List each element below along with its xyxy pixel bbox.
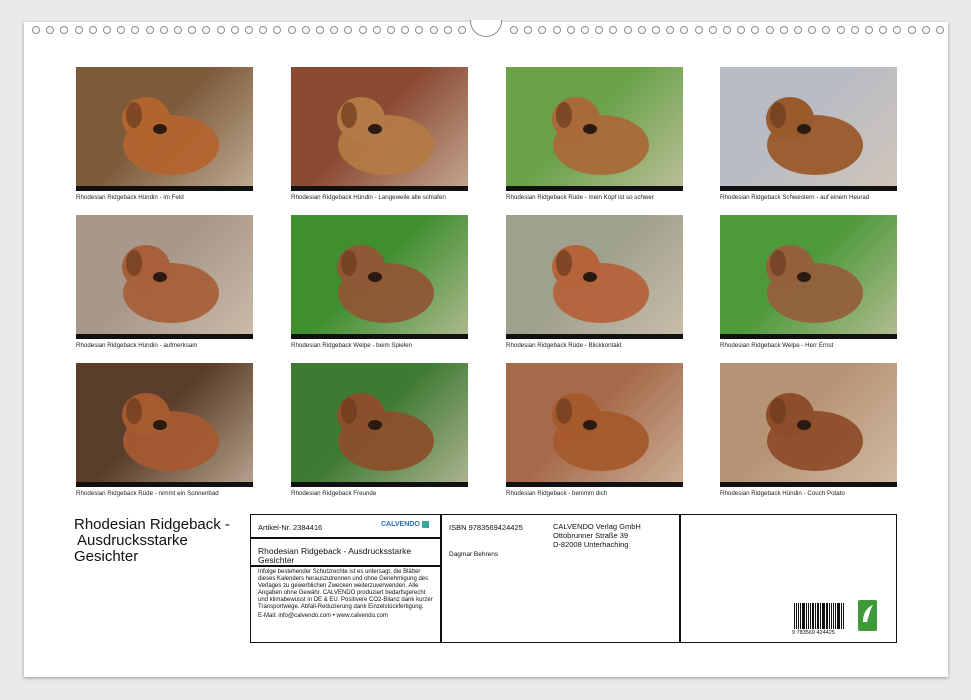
barcode-bar — [800, 603, 801, 629]
barcode-bar — [820, 603, 821, 629]
binding-ring — [316, 26, 324, 34]
dog-photo — [506, 363, 683, 487]
binding-ring — [359, 26, 367, 34]
photo-caption: Rhodesian Ridgeback Rüde - nimmt ein Sonnenbad — [76, 490, 219, 497]
barcode-bar — [833, 603, 834, 629]
binding-ring — [401, 26, 409, 34]
barcode — [794, 603, 844, 629]
binding-ring — [259, 26, 267, 34]
author: Dagmar Behrens — [449, 551, 499, 558]
binding-ring — [652, 26, 660, 34]
binding-ring — [851, 26, 859, 34]
barcode-bar — [802, 603, 803, 629]
binding-ring — [510, 26, 518, 34]
barcode-bar — [827, 603, 828, 629]
binding-ring — [723, 26, 731, 34]
dog-photo — [76, 67, 253, 191]
binding-ring — [202, 26, 210, 34]
photo-caption: Rhodesian Ridgeback Hündin - Langeweile alle schlafen — [291, 194, 446, 201]
article-number: Artikel-Nr. 2384416 — [258, 523, 323, 532]
binding-ring — [387, 26, 395, 34]
dog-photo — [506, 215, 683, 339]
dog-photo — [76, 363, 253, 487]
barcode-bar — [838, 603, 840, 629]
binding-ring — [524, 26, 532, 34]
photo-caption: Rhodesian Ridgeback Hündin - im Feld — [76, 194, 184, 201]
photo-tile — [720, 67, 897, 201]
binding-ring — [936, 26, 944, 34]
binding-ring — [638, 26, 646, 34]
binding-ring — [609, 26, 617, 34]
binding-ring — [794, 26, 802, 34]
binding-ring — [893, 26, 901, 34]
isbn: ISBN 9783569424425 — [449, 523, 523, 532]
binding-ring — [188, 26, 196, 34]
dog-photo — [720, 67, 897, 191]
binding-ring — [822, 26, 830, 34]
binding-ring — [837, 26, 845, 34]
dog-photo — [506, 67, 683, 191]
title-line-2: Ausdrucksstarke — [77, 532, 188, 549]
binding-ring — [879, 26, 887, 34]
binding-ring — [808, 26, 816, 34]
binding-ring — [737, 26, 745, 34]
binding-ring — [666, 26, 674, 34]
barcode-digits: 9 783569 424425 — [792, 630, 835, 636]
photo-tile — [76, 363, 253, 497]
title-line-1: Rhodesian Ridgeback - — [74, 516, 230, 533]
binding-ring — [709, 26, 717, 34]
photo-tile — [76, 67, 253, 201]
publisher-street: Ottobrunner Straße 39 — [553, 531, 629, 540]
publisher-name: CALVENDO Verlag GmbH — [553, 522, 641, 531]
photo-caption: Rhodesian Ridgeback - benimm dich — [506, 490, 608, 497]
binding-ring — [567, 26, 575, 34]
barcode-bar — [817, 603, 819, 629]
barcode-bar — [815, 603, 816, 629]
dog-photo — [720, 363, 897, 487]
binding-ring — [430, 26, 438, 34]
binding-ring — [908, 26, 916, 34]
binding-ring — [288, 26, 296, 34]
legal-text: Infolge bestehender Schutzrechte ist es untersagt, die Blätter dieses Kalenders herauszutrennen und ohne Genehmigung des Verlages zu gewerblichen Zwecken weiterzuverwenden. Alle Angaben ohne Gewähr. CALVENDO produziert bedarfsgerecht und klimabewusst in DE & EU. Positivere CO2-Bilanz dank kurzer Transportwege. Abfall-Reduzierung dank Einzelstückfertigung. — [258, 569, 433, 610]
binding-ring — [581, 26, 589, 34]
spiral-binding — [24, 22, 948, 40]
binding-ring — [46, 26, 54, 34]
photo-caption: Rhodesian Ridgeback Rüde - mein Kopf ist so schwer — [506, 194, 654, 201]
photo-tile — [291, 67, 468, 201]
photo-tile — [506, 215, 683, 349]
barcode-bar — [835, 603, 836, 629]
binding-ring — [538, 26, 546, 34]
photo-tile — [291, 363, 468, 497]
photo-caption: Rhodesian Ridgeback Hündin - aufmerksam — [76, 342, 198, 349]
photo-tile — [720, 215, 897, 349]
binding-ring — [60, 26, 68, 34]
photo-tile — [76, 215, 253, 349]
barcode-bar — [843, 603, 844, 629]
binding-ring — [146, 26, 154, 34]
barcode-bar — [796, 603, 797, 629]
barcode-bar — [806, 603, 807, 629]
binding-ring — [217, 26, 225, 34]
barcode-bar — [813, 603, 814, 629]
binding-ring — [117, 26, 125, 34]
binding-ring — [922, 26, 930, 34]
binding-ring — [32, 26, 40, 34]
binding-ring — [865, 26, 873, 34]
photo-tile — [506, 363, 683, 497]
binding-ring — [695, 26, 703, 34]
binding-ring — [458, 26, 466, 34]
dog-photo — [720, 215, 897, 339]
barcode-bar — [803, 603, 805, 629]
binding-ring — [231, 26, 239, 34]
binding-ring — [89, 26, 97, 34]
photo-caption: Rhodesian Ridgeback Welpe - Herr Ernst — [720, 342, 834, 349]
binding-ring — [766, 26, 774, 34]
info-block — [250, 514, 897, 643]
binding-ring — [553, 26, 561, 34]
binding-ring — [245, 26, 253, 34]
contact-email: E-Mail: info@calvendo.com • www.calvendo.com — [258, 613, 388, 619]
binding-ring — [75, 26, 83, 34]
binding-ring — [780, 26, 788, 34]
calvendo-logo: CALVENDO — [381, 520, 437, 529]
barcode-bar — [822, 603, 823, 629]
dog-photo — [291, 215, 468, 339]
dog-photo — [291, 363, 468, 487]
barcode-bar — [831, 603, 832, 629]
calendar-page — [24, 22, 948, 677]
calendar-title — [74, 517, 254, 565]
binding-ring — [103, 26, 111, 34]
binding-ring — [373, 26, 381, 34]
binding-ring — [330, 26, 338, 34]
binding-ring — [680, 26, 688, 34]
dog-photo — [76, 215, 253, 339]
binding-ring — [131, 26, 139, 34]
binding-ring — [624, 26, 632, 34]
barcode-bar — [826, 603, 827, 629]
photo-caption: Rhodesian Ridgeback Hündin - Couch Potato — [720, 490, 845, 497]
binding-ring — [444, 26, 452, 34]
barcode-bar — [837, 603, 838, 629]
barcode-bar — [841, 603, 842, 629]
binding-ring — [273, 26, 281, 34]
photo-caption: Rhodesian Ridgeback Schwestern - auf einem Heurad — [720, 194, 870, 201]
binding-ring — [302, 26, 310, 34]
barcode-bar — [823, 603, 824, 629]
binding-ring — [174, 26, 182, 34]
binding-ring — [415, 26, 423, 34]
photo-caption: Rhodesian Ridgeback Rüde - Blickkontakt — [506, 342, 622, 349]
binding-ring — [595, 26, 603, 34]
photo-caption: Rhodesian Ridgeback Freunde — [291, 490, 377, 497]
barcode-bar — [810, 603, 811, 629]
barcode-bar — [829, 603, 830, 629]
barcode-bar — [794, 603, 795, 629]
title-line-3: Gesichter — [74, 548, 139, 565]
photo-caption: Rhodesian Ridgeback Welpe - beim Spielen — [291, 342, 412, 349]
binding-ring — [160, 26, 168, 34]
barcode-bar — [812, 603, 813, 629]
binding-ring — [344, 26, 352, 34]
photo-tile — [506, 67, 683, 201]
binding-ring — [751, 26, 759, 34]
dog-photo — [291, 67, 468, 191]
barcode-bar — [798, 603, 799, 629]
hanger-hook — [470, 20, 502, 37]
barcode-bar — [808, 603, 809, 629]
photo-tile — [291, 215, 468, 349]
info-title: Rhodesian Ridgeback - Ausdrucksstarke Gesichter — [258, 546, 412, 565]
photo-tile — [720, 363, 897, 497]
publisher-city: D-82008 Unterhaching — [553, 540, 629, 549]
fsc-logo — [858, 600, 877, 631]
